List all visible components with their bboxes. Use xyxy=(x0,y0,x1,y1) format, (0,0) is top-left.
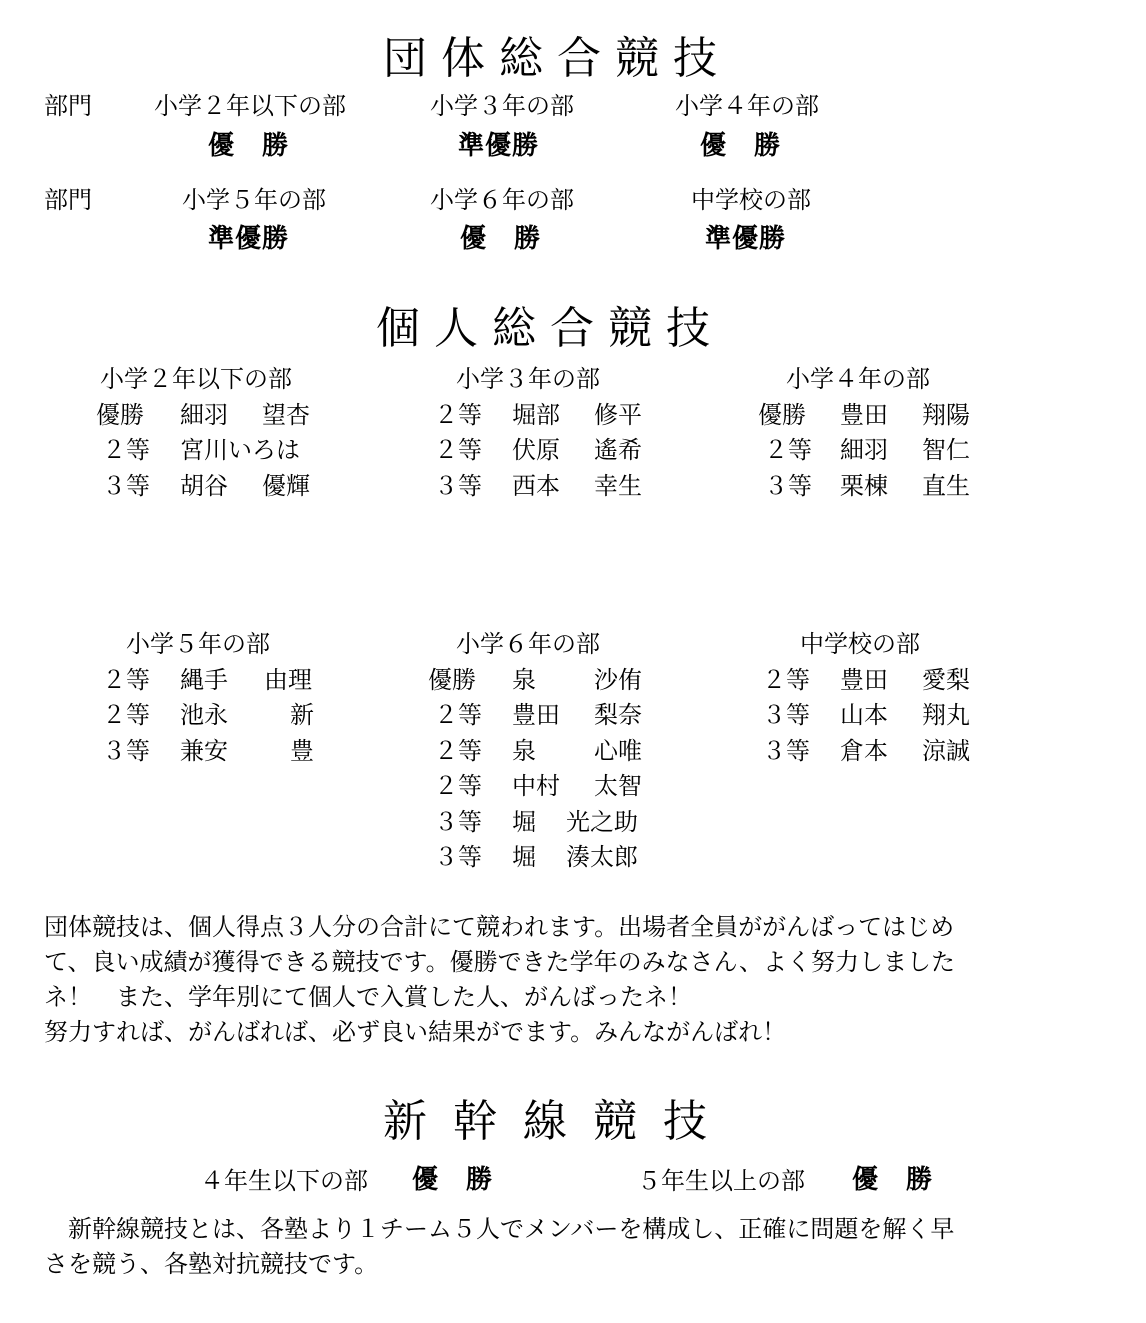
rank: ２等 xyxy=(434,772,482,800)
result-row xyxy=(430,469,660,505)
result-row xyxy=(428,663,668,699)
result-row xyxy=(762,734,992,770)
team-division-name: 小学４年の部 xyxy=(675,92,819,120)
given-name: 翔陽 xyxy=(922,400,970,429)
message-line: 団体競技は、個人得点３人分の合計にて競われます。出場者全員ががんばってはじめ xyxy=(44,913,955,941)
team-division-result: 優 勝 xyxy=(208,131,290,161)
rank: 優勝 xyxy=(428,665,476,694)
team-division-name: 小学５年の部 xyxy=(182,186,326,214)
shinkansen-division-result: 優 勝 xyxy=(852,1165,934,1195)
team-division-result: 準優勝 xyxy=(208,224,290,254)
rank: ２等 xyxy=(102,436,150,464)
surname: 細羽 xyxy=(840,436,888,464)
result-row xyxy=(758,398,988,434)
surname: 豊田 xyxy=(840,400,888,429)
shinkansen-division-name: ５年生以上の部 xyxy=(637,1167,805,1195)
rank: ２等 xyxy=(762,665,810,694)
individual-group xyxy=(102,627,332,769)
result-row xyxy=(428,805,668,841)
message-line: て、良い成績が獲得できる競技です。優勝できた学年のみなさん、よく努力しました xyxy=(44,948,956,976)
surname: 栗棟 xyxy=(840,471,888,500)
given-name: いろは xyxy=(228,436,300,464)
team-division-result: 優 勝 xyxy=(700,131,782,161)
result-row xyxy=(758,433,988,469)
result-row xyxy=(428,734,668,770)
group-title: 小学５年の部 xyxy=(126,630,270,658)
surname: 胡谷 xyxy=(180,471,228,500)
surname: 堀部 xyxy=(512,400,560,429)
surname: 泉 xyxy=(512,665,536,694)
surname: 堀 xyxy=(512,843,536,871)
shinkansen-division-result: 優 勝 xyxy=(412,1165,494,1195)
group-title: 小学３年の部 xyxy=(456,365,600,393)
team-section-title: 団体総合競技 xyxy=(383,33,731,84)
result-row xyxy=(96,433,326,469)
team-row1-label: 部門 xyxy=(44,92,92,120)
group-title: 中学校の部 xyxy=(800,630,920,658)
given-name: 愛梨 xyxy=(922,665,970,694)
surname: 豊田 xyxy=(840,665,888,694)
given-name: 新 xyxy=(290,701,314,729)
given-name: 遙希 xyxy=(594,436,642,464)
team-division-name: 中学校の部 xyxy=(691,186,811,214)
rank: 優勝 xyxy=(96,400,144,429)
result-row xyxy=(102,663,332,699)
given-name: 心唯 xyxy=(594,736,642,765)
rank: ３等 xyxy=(764,471,812,500)
result-row xyxy=(762,663,992,699)
team-row2-label: 部門 xyxy=(44,186,92,214)
surname: 宮川 xyxy=(180,436,228,464)
result-row xyxy=(430,433,660,469)
surname: 泉 xyxy=(512,736,536,765)
given-name: 太智 xyxy=(594,772,642,800)
team-division-result: 優 勝 xyxy=(460,224,542,254)
individual-group xyxy=(758,362,988,504)
result-row xyxy=(96,398,326,434)
team-division-name: 小学２年以下の部 xyxy=(154,92,346,120)
rank: ２等 xyxy=(764,436,812,464)
surname: 豊田 xyxy=(512,701,560,729)
surname: 伏原 xyxy=(512,436,560,464)
given-name: 由理 xyxy=(264,665,312,694)
group-title: 小学２年以下の部 xyxy=(100,365,292,393)
given-name: 幸生 xyxy=(594,471,642,500)
result-row xyxy=(758,469,988,505)
rank: ２等 xyxy=(434,701,482,729)
rank: ２等 xyxy=(102,665,150,694)
rank: ３等 xyxy=(434,843,482,871)
result-row xyxy=(96,469,326,505)
surname: 中村 xyxy=(512,772,560,800)
rank: ３等 xyxy=(434,807,482,836)
individual-group xyxy=(430,362,660,504)
result-row xyxy=(428,840,668,876)
rank: ３等 xyxy=(762,736,810,765)
given-name: 沙侑 xyxy=(594,665,642,694)
individual-group xyxy=(96,362,326,504)
rank: ２等 xyxy=(434,436,482,464)
team-division-name: 小学６年の部 xyxy=(430,186,574,214)
rank: ２等 xyxy=(434,400,482,429)
result-row xyxy=(102,698,332,734)
group-title: 小学６年の部 xyxy=(456,630,600,658)
rank: 優勝 xyxy=(758,400,806,429)
result-row xyxy=(428,769,668,805)
given-name: 望杏 xyxy=(262,400,310,429)
description-line: 新幹線競技とは、各塾より１チーム５人でメンバーを構成し、正確に問題を解く早 xyxy=(44,1215,955,1243)
individual-section-title: 個人総合競技 xyxy=(376,303,724,354)
shinkansen-description xyxy=(44,1212,1104,1282)
description-line: さを競う、各塾対抗競技です。 xyxy=(44,1250,379,1278)
given-name: 湊太郎 xyxy=(566,843,638,871)
team-division-result: 準優勝 xyxy=(705,224,787,254)
surname: 西本 xyxy=(512,471,560,500)
result-row xyxy=(102,734,332,770)
rank: ３等 xyxy=(102,471,150,500)
surname: 山本 xyxy=(840,701,888,729)
rank: ２等 xyxy=(102,701,150,729)
rank: ３等 xyxy=(102,736,150,765)
individual-group xyxy=(762,627,992,769)
rank: ３等 xyxy=(434,471,482,500)
surname: 池永 xyxy=(180,701,228,729)
individual-group xyxy=(428,627,668,876)
shinkansen-section-title: 新幹線競技 xyxy=(383,1096,733,1147)
team-event-message xyxy=(44,910,1104,1050)
team-division-name: 小学３年の部 xyxy=(430,92,574,120)
given-name: 豊 xyxy=(290,736,314,765)
surname: 倉本 xyxy=(840,736,888,765)
given-name: 智仁 xyxy=(922,436,970,464)
given-name: 涼誠 xyxy=(922,736,970,765)
rank: ２等 xyxy=(434,736,482,765)
given-name: 翔丸 xyxy=(922,701,970,729)
given-name: 修平 xyxy=(594,400,642,429)
message-line: ネ！ また、学年別にて個人で入賞した人、がんばったネ！ xyxy=(44,983,692,1011)
result-row xyxy=(762,698,992,734)
shinkansen-division-name: ４年生以下の部 xyxy=(200,1167,368,1195)
group-title: 小学４年の部 xyxy=(786,365,930,393)
team-division-result: 準優勝 xyxy=(458,131,540,161)
result-row xyxy=(428,698,668,734)
message-line: 努力すれば、がんばれば、必ず良い結果がでます。みんながんばれ！ xyxy=(44,1018,787,1046)
result-row xyxy=(430,398,660,434)
given-name: 優輝 xyxy=(262,471,310,500)
given-name: 光之助 xyxy=(566,807,638,836)
surname: 細羽 xyxy=(180,400,228,429)
surname: 堀 xyxy=(512,807,536,836)
given-name: 直生 xyxy=(922,471,970,500)
rank: ３等 xyxy=(762,701,810,729)
surname: 縄手 xyxy=(180,665,228,694)
given-name: 梨奈 xyxy=(594,701,642,729)
surname: 兼安 xyxy=(180,736,228,765)
